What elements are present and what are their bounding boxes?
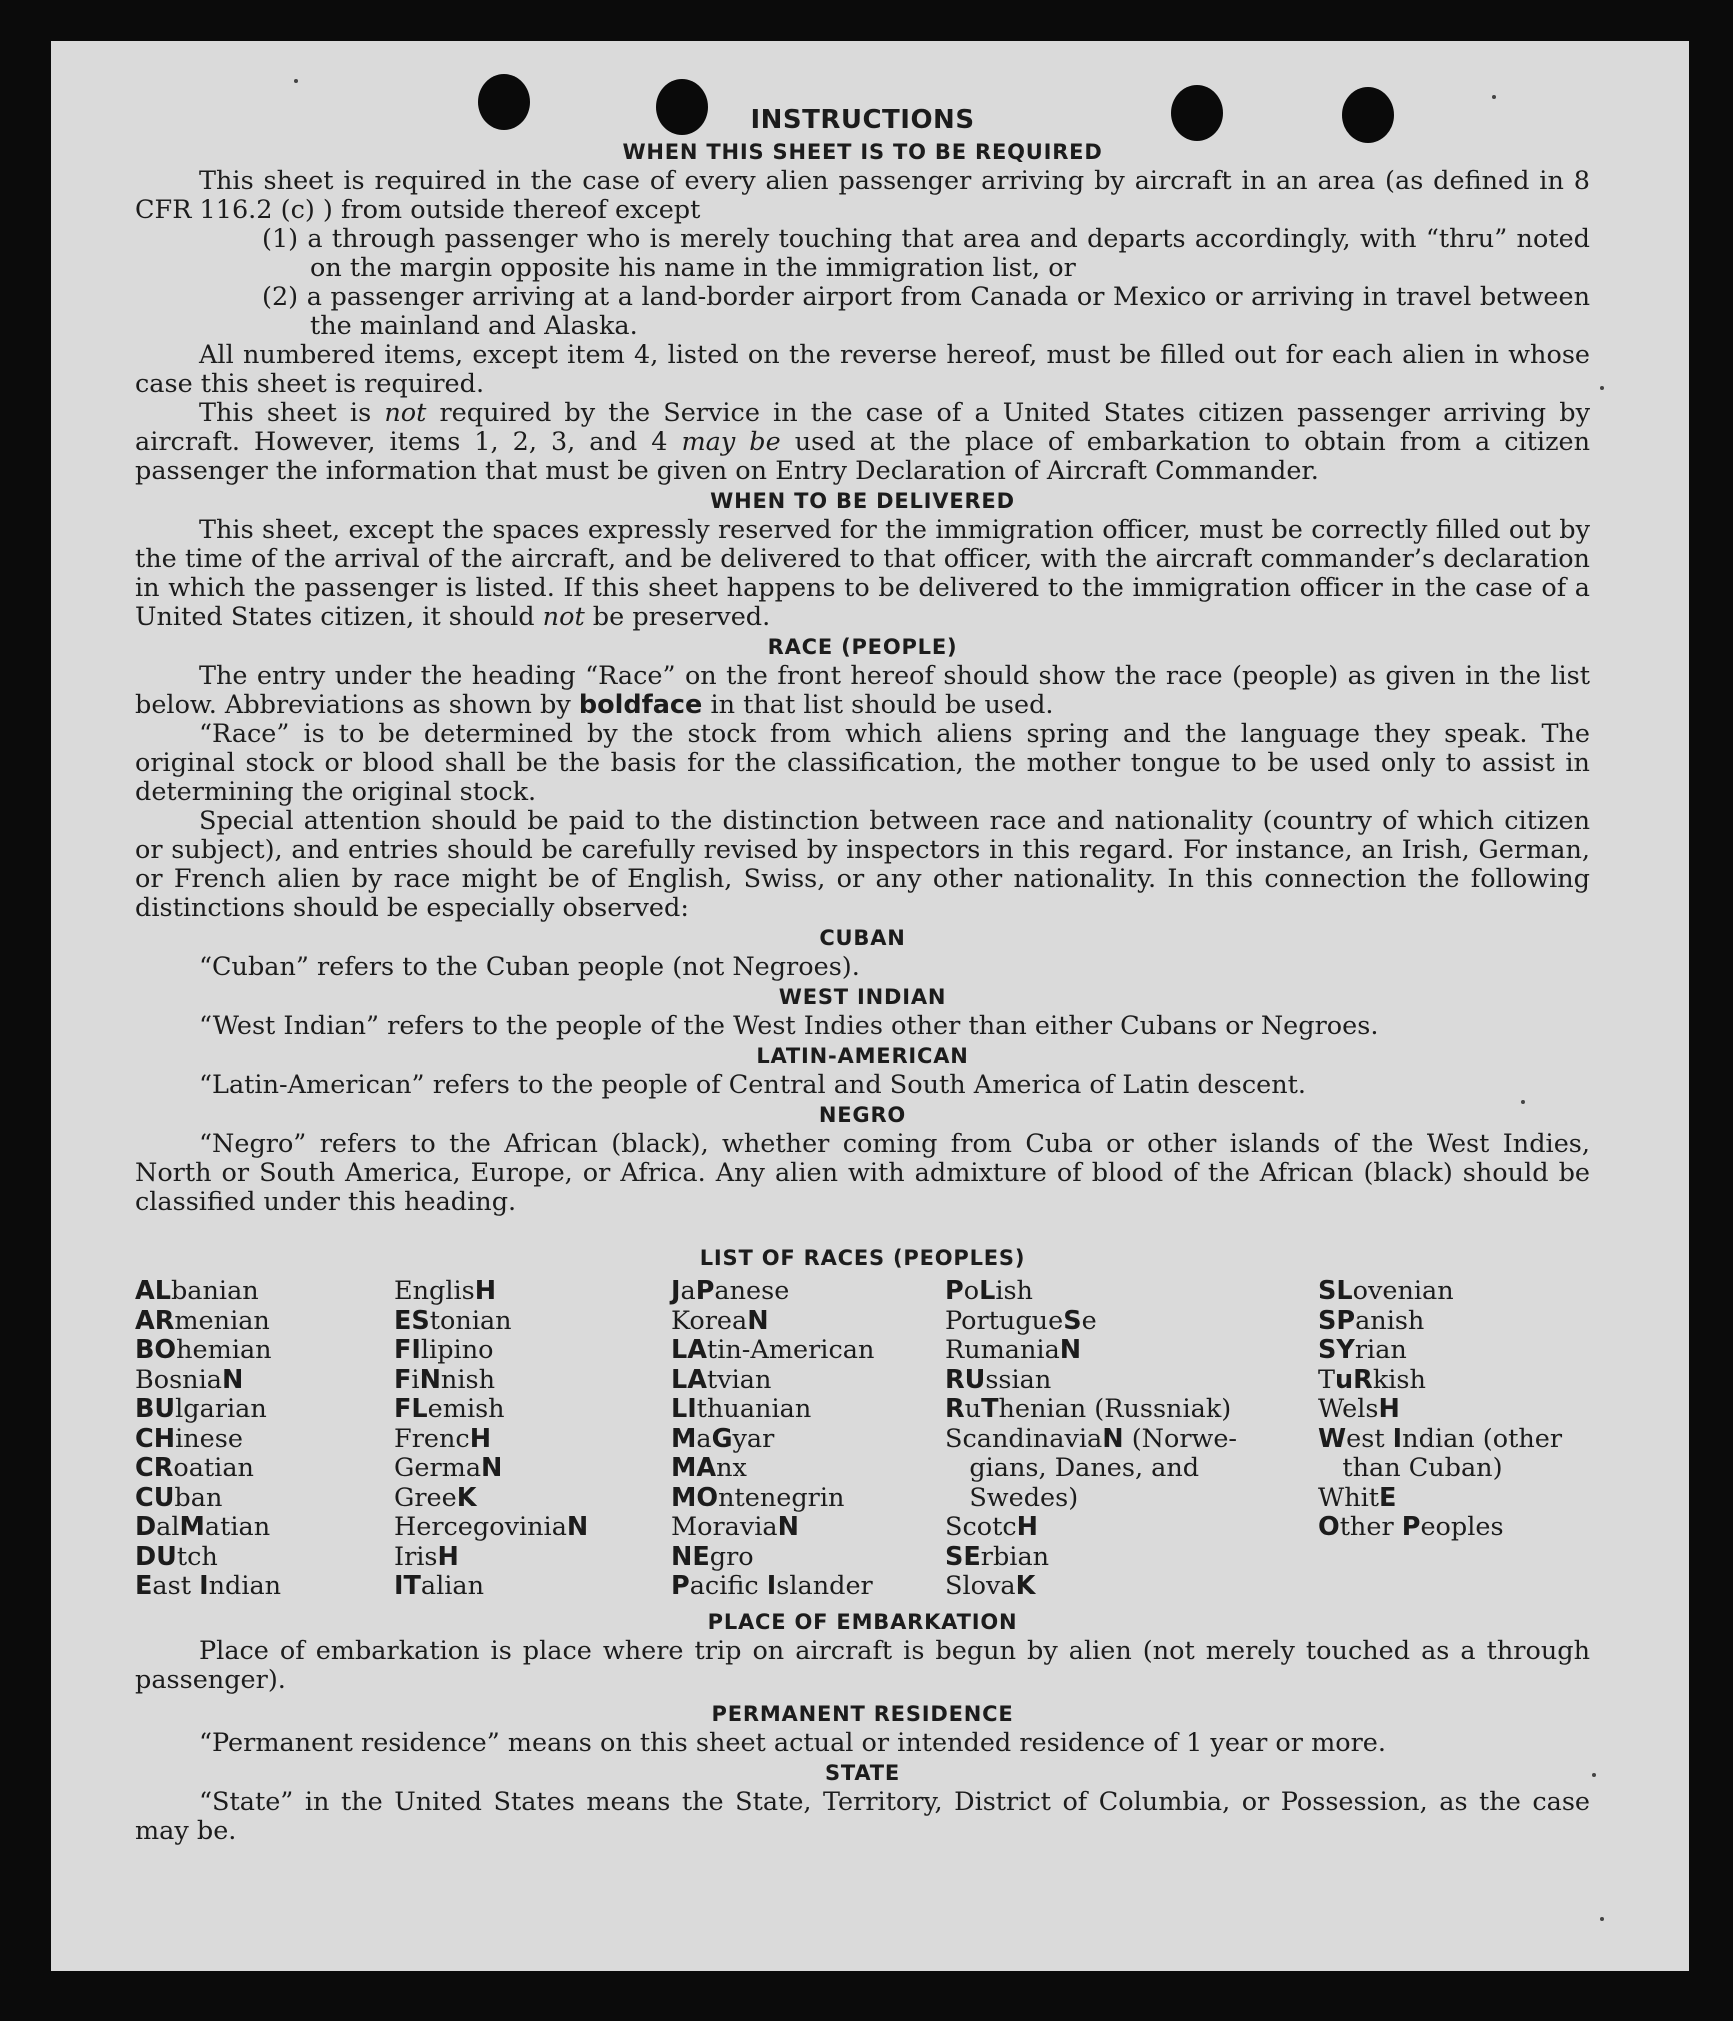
race-entry: IrisH	[394, 1541, 459, 1572]
race-entry: CRoatian	[135, 1453, 254, 1483]
section-heading: NEGRO	[818, 1103, 907, 1127]
page-title: INSTRUCTIONS	[750, 105, 975, 135]
emphasis: not	[542, 602, 585, 632]
paragraph: “Cuban” refers to the Cuban people (not Negroes).	[199, 952, 860, 982]
paragraph: “West Indian” refers to the people of the West Indies other than either Cubans or Negroes.	[199, 1011, 1379, 1041]
race-entry: RUssian	[945, 1364, 1052, 1395]
dust-speck	[1600, 1917, 1604, 1921]
race-entry: MaGyar	[671, 1423, 775, 1454]
section-heading: LATIN-AMERICAN	[756, 1044, 969, 1068]
text-run: be preserved.	[584, 602, 771, 632]
section-heading: CUBAN	[819, 926, 906, 950]
instructions-content	[135, 103, 1590, 1846]
race-entry: SErbian	[945, 1541, 1050, 1572]
race-entry: ITalian	[394, 1571, 485, 1601]
race-entry: SlovaK	[945, 1571, 1036, 1601]
race-entry: GreeK	[394, 1482, 477, 1513]
paragraph: “State” in the United States means the State, Territory, District of Columbia, or Possession, as the case may be.	[135, 1787, 1590, 1846]
paragraph: “Permanent residence” means on this sheet actual or intended residence of 1 year or more.	[199, 1728, 1386, 1758]
race-entry: RumaniaN	[945, 1335, 1082, 1365]
race-entry: JaPanese	[671, 1276, 790, 1306]
race-entry: LIthuanian	[671, 1394, 812, 1424]
race-column	[394, 1277, 588, 1602]
race-entry: PortugueSe	[945, 1305, 1097, 1336]
section-heading: STATE	[824, 1761, 901, 1785]
section-heading: PERMANENT RESIDENCE	[711, 1702, 1014, 1726]
race-entry: FIlipino	[394, 1335, 494, 1365]
race-entry: GermaN	[394, 1453, 503, 1483]
race-entry: WhitE	[1318, 1482, 1397, 1513]
race-entry: than Cuban)	[1318, 1453, 1503, 1483]
race-entry: CUban	[135, 1482, 223, 1513]
race-entry: gians, Danes, and	[945, 1453, 1200, 1483]
bold-word: boldface	[578, 690, 703, 720]
text-run: in that list should be used.	[702, 690, 1054, 720]
paragraph: All numbered items, except item 4, listed on the reverse hereof, must be filled out for each alien in whose case this sheet is required.	[135, 340, 1590, 399]
race-entry: HercegoviniaN	[394, 1512, 589, 1542]
exception-item: (1) a through passenger who is merely touching that area and departs accordingly, with “thru” noted on the margin opposite his name in the immigration list, or	[262, 224, 1590, 283]
race-entry: MoraviaN	[671, 1512, 799, 1542]
text-run: This sheet is	[199, 398, 385, 428]
section-heading: WHEN THIS SHEET IS TO BE REQUIRED	[622, 140, 1103, 164]
text-run: The entry under the heading “Race” on the front hereof should show the race (people) as given in the list below. Abbreviations as shown by	[135, 661, 1590, 720]
race-entry: SYrian	[1318, 1335, 1407, 1365]
race-entry: FLemish	[394, 1394, 505, 1424]
race-entry: Pacific Islander	[671, 1571, 873, 1601]
race-entry: WelsH	[1318, 1394, 1400, 1424]
section-heading: RACE (PEOPLE)	[767, 635, 958, 659]
dust-speck	[1492, 95, 1496, 99]
paragraph: Place of embarkation is place where trip on aircraft is begun by alien (not merely touched as a through passenger).	[135, 1636, 1590, 1695]
race-entry: DUtch	[135, 1541, 218, 1572]
race-entry: EnglisH	[394, 1276, 497, 1306]
race-entry: TuRkish	[1318, 1364, 1426, 1395]
section-heading: LIST OF RACES (PEOPLES)	[699, 1246, 1026, 1270]
race-entry: DalMatian	[135, 1512, 271, 1542]
race-column	[135, 1277, 281, 1602]
race-entry: EStonian	[394, 1305, 512, 1336]
emphasis: not	[384, 398, 427, 428]
paragraph	[135, 516, 1590, 632]
paragraph: “Negro” refers to the African (black), whether coming from Cuba or other islands of the West Indies, North or South America, Europe, or Africa. Any alien with admixture of blood of the African (black) should be classified under this heading.	[135, 1129, 1590, 1217]
race-entry: RuThenian (Russniak)	[945, 1394, 1232, 1424]
race-entry: SPanish	[1318, 1305, 1425, 1336]
race-entry: MOntenegrin	[671, 1482, 845, 1513]
race-entry: FrencH	[394, 1423, 492, 1454]
paragraph	[135, 662, 1590, 720]
section-heading: PLACE OF EMBARKATION	[707, 1610, 1018, 1634]
exception-item: (2) a passenger arriving at a land-border airport from Canada or Mexico or arriving in travel between the mainland and Alaska.	[262, 282, 1590, 341]
race-column	[945, 1277, 1237, 1602]
race-entry: ALbanian	[135, 1276, 259, 1306]
race-entry: Other Peoples	[1318, 1512, 1504, 1542]
race-entry: SLovenian	[1318, 1276, 1454, 1306]
race-entry: ScotcH	[945, 1512, 1038, 1542]
paragraph	[135, 399, 1590, 486]
paragraph: “Latin-American” refers to the people of Central and South America of Latin descent.	[199, 1070, 1307, 1100]
dust-speck	[1592, 1773, 1596, 1777]
section-heading: WHEN TO BE DELIVERED	[710, 489, 1015, 513]
race-column	[1318, 1277, 1562, 1543]
race-entry: FiNnish	[394, 1364, 496, 1395]
text-run: used at the place of embarkation to obtain from a citizen passenger the information that must be given on Entry Declaration of Aircraft Commander.	[135, 427, 1591, 486]
paragraph: Special attention should be paid to the distinction between race and nationality (country of which citizen or subject), and entries should be carefully revised by inspectors in this regard. For instance, an Irish, German, or French alien by race might be of English, Swiss, or any other nationality. In this connection the following distinctions should be especially observed:	[135, 806, 1590, 923]
race-entry: MAnx	[671, 1453, 747, 1483]
race-entry: ARmenian	[135, 1305, 270, 1336]
race-entry: KoreaN	[671, 1305, 769, 1336]
race-entry: CHinese	[135, 1423, 243, 1454]
race-entry: Swedes)	[945, 1482, 1079, 1513]
race-entry: BOhemian	[135, 1335, 272, 1365]
race-entry: NEgro	[671, 1541, 754, 1572]
text-run: This sheet, except the spaces expressly reserved for the immigration officer, must be correctly filled out by the time of the arrival of the aircraft, and be delivered to that officer, with the aircraft commander’s declaration in which the passenger is listed. If this sheet happens to be delivered to the immigration officer in the case of a United States citizen, it should	[135, 515, 1590, 632]
race-entry: West Indian (other	[1318, 1423, 1563, 1454]
race-entry: ScandinaviaN (Norwe-	[945, 1423, 1238, 1454]
race-entry: East Indian	[135, 1571, 282, 1601]
dust-speck	[1600, 386, 1604, 390]
emphasis: may be	[681, 427, 781, 457]
race-entry: LAtvian	[671, 1364, 772, 1395]
race-list	[135, 1277, 1590, 1607]
paragraph: “Race” is to be determined by the stock from which aliens spring and the language they speak. The original stock or blood shall be the basis for the classification, the mother tongue to be used only to assist in determining the original stock.	[135, 719, 1590, 807]
section-heading: WEST INDIAN	[778, 985, 947, 1009]
race-entry: PoLish	[945, 1276, 1033, 1306]
race-column	[671, 1277, 874, 1602]
document-page	[51, 41, 1689, 1971]
paragraph: This sheet is required in the case of every alien passenger arriving by aircraft in an area (as defined in 8 CFR 116.2 (c) ) from outside thereof except	[135, 166, 1590, 225]
race-entry: LAtin-American	[671, 1335, 875, 1365]
race-entry: BUlgarian	[135, 1394, 267, 1424]
text-run: required by the Service in the case of a United States citizen passenger arriving by aircraft. However, items 1, 2, 3, and 4	[135, 398, 1591, 457]
dust-speck	[294, 79, 298, 83]
race-entry: BosniaN	[135, 1364, 244, 1395]
